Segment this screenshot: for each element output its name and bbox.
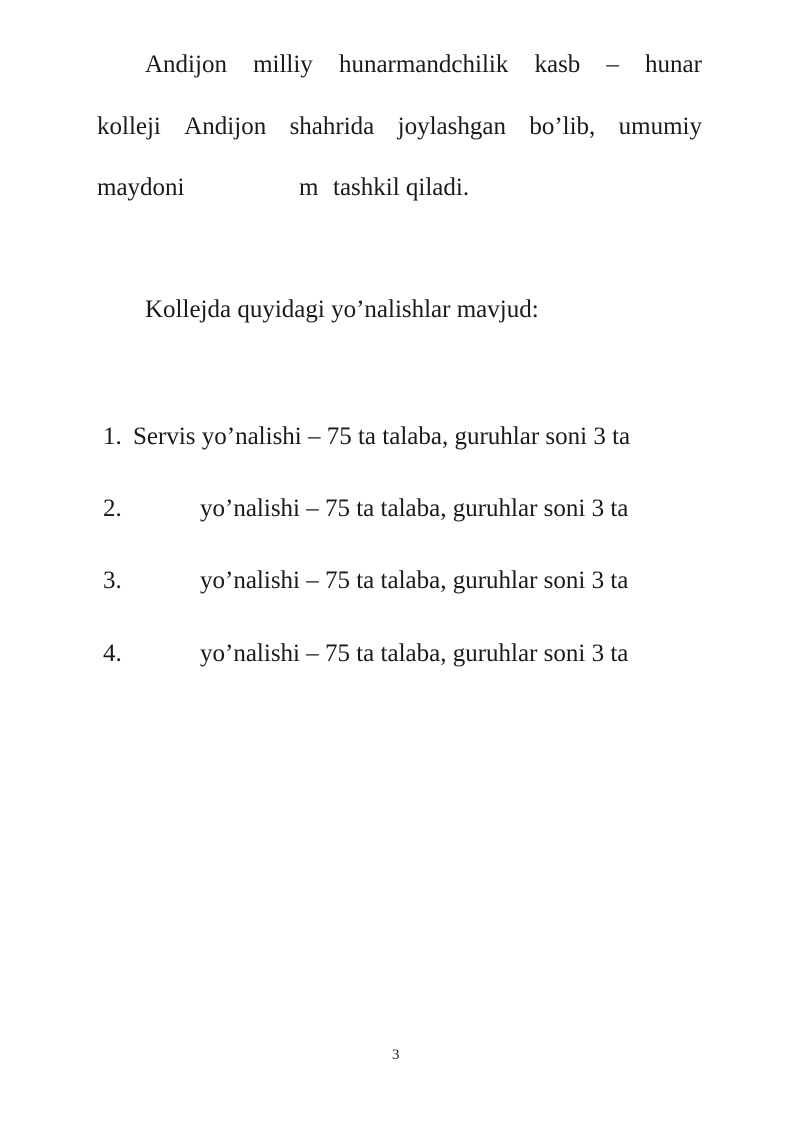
word: Andijon: [145, 51, 227, 78]
word: Andijon: [184, 113, 267, 140]
word: milliy: [253, 51, 313, 78]
word: kolleji: [97, 113, 161, 140]
word: umumiy: [618, 113, 702, 140]
word: kasb: [534, 51, 581, 78]
list-item-text: yo’nalishi – 75 ta talaba, guruhlar soni 3 ta: [200, 640, 629, 667]
paragraph-line-1: [145, 50, 702, 80]
list-item-number: 4.: [103, 640, 122, 667]
word: joylashgan: [397, 113, 506, 140]
word: shahrida: [289, 113, 375, 140]
list-item-text: yo’nalishi – 75 ta talaba, guruhlar soni 3 ta: [200, 567, 629, 594]
word: hunar: [645, 51, 702, 78]
list-heading: Kollejda quyidagi yo’nalishlar mavjud:: [145, 296, 539, 323]
paragraph-line-2: [97, 112, 702, 142]
area-unit: m: [299, 174, 319, 201]
word: –: [606, 51, 619, 78]
paragraph-line-3-start: maydoni: [97, 174, 185, 201]
list-item-number: 2.: [103, 495, 122, 522]
word: bo’lib,: [529, 113, 596, 140]
word: hunarmandchilik: [338, 51, 509, 78]
list-item-text: Servis yo’nalishi – 75 ta talaba, guruhlar soni 3 ta: [133, 423, 631, 450]
list-item-number: 3.: [103, 567, 122, 594]
list-item-text: yo’nalishi – 75 ta talaba, guruhlar soni 3 ta: [200, 495, 629, 522]
page-number: 3: [392, 1047, 400, 1063]
list-item-number: 1.: [103, 423, 122, 450]
paragraph-line-3-end: tashkil qiladi.: [333, 174, 470, 201]
